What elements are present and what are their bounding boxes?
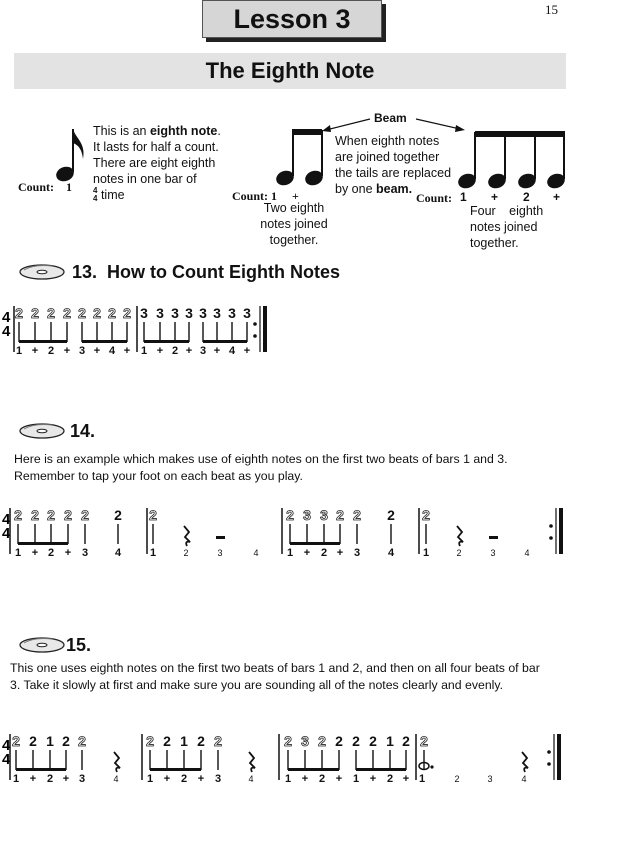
count-label: +: [336, 547, 344, 559]
fret-number: 3: [156, 305, 164, 321]
quarter-rest: [249, 752, 255, 772]
fret-number: 2: [64, 507, 72, 523]
count-label: 4: [521, 774, 527, 784]
quarter-rest: [457, 526, 463, 546]
fret-number: 2: [369, 733, 377, 749]
fret-number: 3: [228, 305, 236, 321]
half-rest: [489, 536, 498, 539]
pair-count: Count: 1 +: [232, 189, 299, 203]
count-label: 1: [418, 773, 426, 785]
fret-number: 2: [31, 305, 39, 321]
count-label: 4: [387, 547, 395, 559]
fret-number: 2: [318, 733, 326, 749]
fret-number: 2: [336, 507, 344, 523]
fret-number: 2: [47, 507, 55, 523]
beam: [203, 340, 247, 343]
tab-staff-13: [0, 296, 622, 376]
fret-number: 1: [386, 733, 394, 749]
four-eighths-icon: [455, 128, 570, 190]
beam: [288, 768, 339, 771]
count-label: 3: [490, 548, 496, 558]
fret-number: 2: [108, 305, 116, 321]
count-label: 4: [114, 547, 122, 559]
repeat-dot: [549, 524, 553, 528]
tab-staff-14: [0, 498, 622, 578]
fret-number: 2: [81, 507, 89, 523]
count-label: +: [301, 773, 309, 785]
count-label: 1: [352, 773, 360, 785]
count-label: 3: [217, 548, 223, 558]
count-label: 2: [320, 547, 328, 559]
beam: [144, 340, 189, 343]
fret-number: 2: [284, 733, 292, 749]
half-rest: [216, 536, 225, 539]
lesson-title: Lesson 3: [202, 0, 382, 38]
count-label: 3: [214, 773, 222, 785]
time-signature-top: 4: [2, 309, 11, 326]
beam: [18, 542, 68, 545]
repeat-dot: [253, 334, 257, 338]
time-signature-bottom: 4: [2, 525, 11, 542]
beam: [150, 768, 201, 771]
fret-number: 2: [12, 733, 20, 749]
fret-number: 2: [63, 305, 71, 321]
beam: [16, 768, 66, 771]
page-number: 15: [545, 2, 558, 17]
fret-number: 2: [31, 507, 39, 523]
count-label: 3: [487, 774, 493, 784]
fret-number: 2: [78, 305, 86, 321]
eighth-note-icon: [50, 125, 90, 185]
fret-number: 3: [303, 507, 311, 523]
time-signature-bottom: 4: [2, 751, 11, 768]
fret-number: 3: [185, 305, 193, 321]
fret-number: 2: [47, 305, 55, 321]
count-label: +: [93, 345, 101, 357]
count-label: 1: [12, 773, 20, 785]
beam: [290, 542, 340, 545]
count-label: +: [64, 547, 72, 559]
count-label: +: [197, 773, 205, 785]
count-label: +: [163, 773, 171, 785]
beam: [82, 340, 127, 343]
count-label: +: [213, 345, 221, 357]
fret-number: 2: [123, 305, 131, 321]
fret-number: 3: [243, 305, 251, 321]
fret-number: 2: [214, 733, 222, 749]
fret-number: 2: [146, 733, 154, 749]
count-label: +: [123, 345, 131, 357]
count-label: +: [303, 547, 311, 559]
fret-number: 2: [353, 507, 361, 523]
count-label: +: [62, 773, 70, 785]
count-label: +: [63, 345, 71, 357]
count-label: +: [369, 773, 377, 785]
fret-number: 2: [149, 507, 157, 523]
time-signature-bottom: 4: [2, 323, 11, 340]
fret-number: 1: [180, 733, 188, 749]
dot: [430, 765, 433, 768]
fret-number: 3: [171, 305, 179, 321]
fret-number: 3: [213, 305, 221, 321]
topic-title: The Eighth Note: [205, 58, 375, 83]
beam-label: Beam: [374, 111, 407, 125]
section-15-text: This one uses eighth notes on the first two beats of bars 1 and 2, and then on all four beats of bar 3. Take it slowly at first and make sure you are sounding all of the notes clearly and evenly.: [10, 661, 540, 692]
section-13-heading: 13. How to Count Eighth Notes: [72, 262, 341, 282]
count-label: 2: [386, 773, 394, 785]
count-label: 3: [78, 345, 86, 357]
fret-number: 2: [163, 733, 171, 749]
cd-icon: [16, 261, 66, 281]
count-label: 2: [454, 774, 460, 784]
fret-number: 2: [78, 733, 86, 749]
repeat-dot: [549, 536, 553, 540]
count-label: 2: [46, 773, 54, 785]
count-label: 3: [78, 773, 86, 785]
fret-number: 2: [114, 507, 122, 523]
count-label: 2: [456, 548, 462, 558]
count-label: +: [243, 345, 251, 357]
quad-counts: 1 + 2 +: [460, 190, 561, 204]
fret-number: 2: [14, 507, 22, 523]
count-label: 1: [140, 345, 148, 357]
section-14-heading: 14.: [70, 421, 96, 441]
count-label: 2: [171, 345, 179, 357]
count-label: 2: [47, 345, 55, 357]
count-label: 2: [47, 547, 55, 559]
fret-number: 2: [15, 305, 23, 321]
time-signature-top: 4: [2, 511, 11, 528]
fret-number: 3: [199, 305, 207, 321]
fret-number: 2: [352, 733, 360, 749]
quad-caption: Four eighth notes joined together.: [470, 204, 544, 250]
quarter-rest: [522, 752, 528, 772]
count-label: +: [335, 773, 343, 785]
fret-number: 2: [335, 733, 343, 749]
fret-number: 2: [286, 507, 294, 523]
repeat-dot: [253, 322, 257, 326]
count-label: 4: [228, 345, 236, 357]
count-label: 2: [183, 548, 189, 558]
cd-icon: [16, 420, 66, 440]
count-label: 1: [422, 547, 430, 559]
count-label: +: [402, 773, 410, 785]
count-label: 1: [15, 345, 23, 357]
fret-number: 2: [62, 733, 70, 749]
count-label: +: [156, 345, 164, 357]
quarter-rest: [184, 526, 190, 546]
quarter-rest: [114, 752, 120, 772]
count-label: 4: [253, 548, 259, 558]
fret-number: 2: [29, 733, 37, 749]
count-label: 3: [199, 345, 207, 357]
pair-caption: Two eighth notes joined together.: [260, 201, 328, 247]
eighth-note-description: This is an eighth note. It lasts for half a count. There are eight eighth notes in one bar of 4 4 time: [93, 124, 221, 203]
count-label: 4: [113, 774, 119, 784]
fret-number: 3: [301, 733, 309, 749]
fret-number: 2: [420, 733, 428, 749]
count-label: 4: [524, 548, 530, 558]
repeat-dot: [547, 750, 551, 754]
quad-count-label: Count:: [416, 191, 453, 205]
fret-number: 3: [140, 305, 148, 321]
tab-staff-15: [0, 724, 622, 804]
fret-number: 2: [402, 733, 410, 749]
cd-icon: [16, 634, 66, 654]
fret-number: 2: [197, 733, 205, 749]
fret-number: 2: [387, 507, 395, 523]
count-label: 1: [149, 547, 157, 559]
count-label: 4: [108, 345, 116, 357]
count-label: 1: [286, 547, 294, 559]
section-15-heading: 15.: [66, 635, 92, 655]
count-label: 4: [248, 774, 254, 784]
time-signature-top: 4: [2, 737, 11, 754]
section-14-text: Here is an example which makes use of eighth notes on the first two beats of bars 1 and 3. Remember to tap your foot on each beat as you play.: [14, 452, 508, 483]
beam: [356, 768, 406, 771]
count-label: 1: [14, 547, 22, 559]
count-label: Count: 1: [18, 180, 73, 194]
count-label: +: [29, 773, 37, 785]
count-label: 1: [146, 773, 154, 785]
count-label: 3: [353, 547, 361, 559]
count-label: +: [185, 345, 193, 357]
count-label: 2: [318, 773, 326, 785]
count-label: 2: [180, 773, 188, 785]
count-label: 1: [284, 773, 292, 785]
fret-number: 2: [422, 507, 430, 523]
fret-number: 3: [320, 507, 328, 523]
beam-description: When eighth notes are joined together the tails are replaced by one beam.: [335, 134, 452, 196]
fret-number: 1: [46, 733, 54, 749]
beam: [19, 340, 67, 343]
repeat-dot: [547, 762, 551, 766]
fret-number: 2: [93, 305, 101, 321]
count-label: +: [31, 547, 39, 559]
count-label: +: [31, 345, 39, 357]
count-label: 3: [81, 547, 89, 559]
